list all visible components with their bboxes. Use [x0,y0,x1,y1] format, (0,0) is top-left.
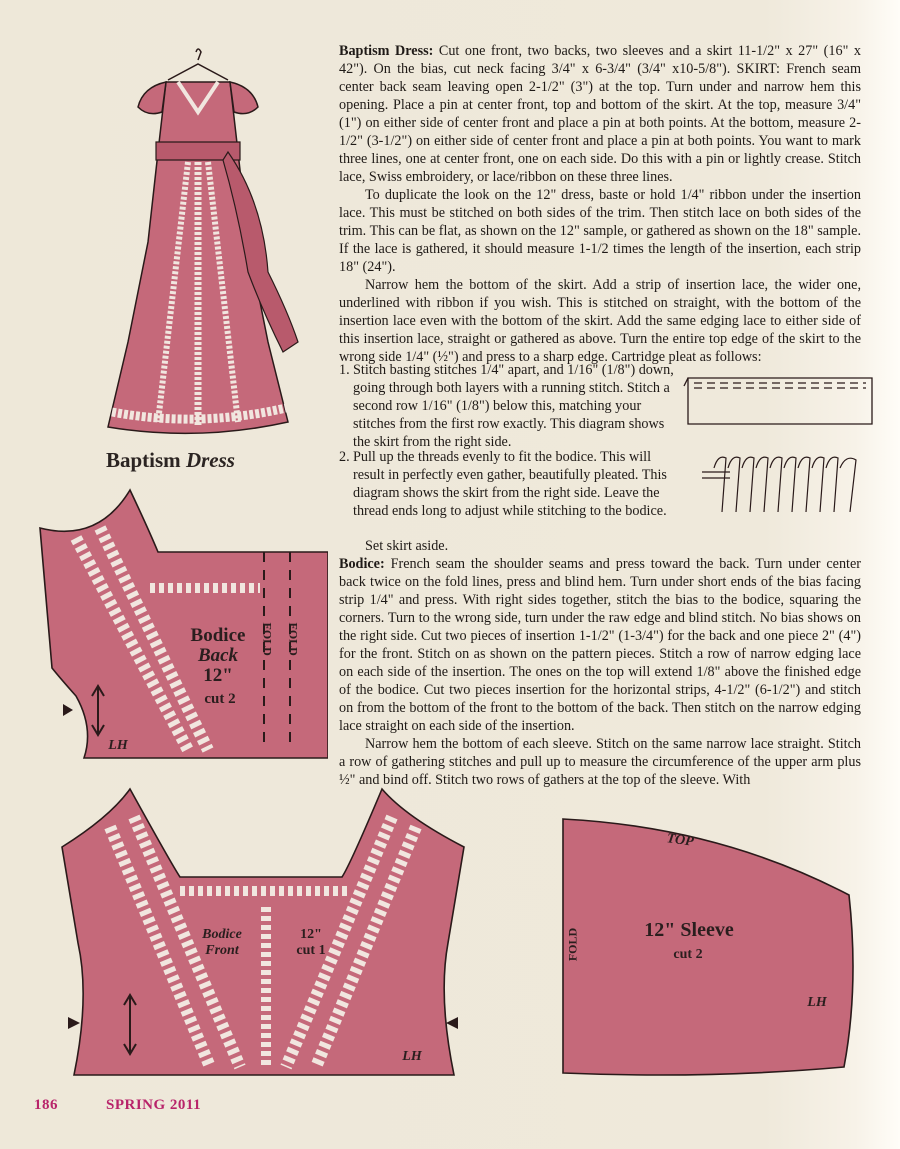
bodice-back-title-1: Bodice [190,625,246,646]
page-number: 186 [34,1097,58,1113]
bodice-front-pattern [60,787,470,1082]
bodice-back-fold-2: FOLD [286,622,301,656]
baptism-dress-illustration [88,42,313,442]
step-1 [339,361,679,451]
bodice-back-title-2: Back [197,645,239,666]
step-2-number: 2. [339,449,350,465]
bodice-front-size-cut [286,927,336,959]
bodice-front-initials: LH [402,1049,422,1064]
issue-label: SPRING 2011 [106,1097,202,1113]
dress-caption [106,448,235,473]
sleeve-title: 12" Sleeve [644,919,734,941]
skirt-instructions [339,42,861,366]
bodice-back-size: 12" [203,665,233,686]
step-2-text: Pull up the threads evenly to fit the bodice. This will result in perfectly even gather, beautifully pleated. This diagram shows the skirt from the right side. Leave the thread ends long to adjust while stitching to the bodice. [353,449,667,519]
bodice-back-fold-1: FOLD [260,622,275,656]
cartridge-pleat-diagram [700,448,860,512]
sleeve-cut: cut 2 [673,947,703,962]
page-footer [34,1097,249,1114]
sleeve-pattern [559,817,864,1083]
para-sleeve: Narrow hem the bottom of each sleeve. Stitch on the same narrow lace straight. Stitch a row of gathering stitches and pull up to measure the circumference of the upper arm plus ½" and bind off. Stitch two rows of gathers at the top of the sleeve. With [339,736,861,788]
bodice-back-initials: LH [108,738,128,753]
set-skirt-aside: Set skirt aside. [365,538,449,554]
bodice-instructions [339,555,861,789]
bodice-front-cut: cut 1 [296,943,326,958]
heading-baptism-dress: Baptism Dress: [339,43,434,59]
para-hem: Narrow hem the bottom of the skirt. Add a strip of insertion lace, the wider one, underlined with ribbon if you wish. This is stitched on straight, with the bottom of the insertion lace even with the bottom of the skirt. Add the same edging lace to either side of this insertion lace, straight or gathered as above. Turn the entire top edge of the skirt to the wrong side 1/4" (½") and press to a sharp edge. Cartridge pleat as follows: [339,277,861,365]
step-2 [339,448,679,520]
para-skirt [339,42,861,186]
step-1-number: 1. [339,362,350,378]
para-bodice [339,555,861,735]
caption-word-dress: Dress [185,448,235,472]
bodice-front-title [192,927,252,959]
bodice-back-title [178,626,258,686]
bodice-back-cut: cut 2 [204,691,236,707]
para-bodice-text: French seam the shoulder seams and press toward the back. Turn under center back twice on the fold lines, press and blind hem. Turn under short ends of the bias facing strip 1/4" and press. With right sides together, stitch the bias to the bodice, squaring the corners. Turn to the wrong side, turn under the raw edge and blind stitch. No bias shows on the right side. Cut two pieces of insertion 1-1/2" (1-3/4") for the back and one piece 2" (4") for the front. Stitch on as shown on the pattern pieces. Stitch a row of narrow edging lace on each side of the insertion. The ones on the top will extend 1/8" above the finished edge of the bodice. Cut two pieces insertion for the horizontal strips, 4-1/2" (6-1/2") and stitch on from the bottom of the front to the bottom of the back. Then stitch on the narrow edging lace straight on each side of the insertion. [339,556,861,734]
para-skirt-text: Cut one front, two backs, two sleeves and a skirt 11-1/2" x 27" (16" x 42"). On the bias, cut neck facing 3/4" x 6-3/4" (3/4" x10-5/8"). SKIRT: French seam center back seam leaving open 2-1/2" (3") at the top. Turn under and narrow hem this opening. Place a pin at center front, top and bottom of the skirt. At the top, measure 3/4" (1") on either side of center front and place a pin at both points. At the bottom, measure 2-1/2" (3-1/2") on either side of center front and place a pin at both points. You want to mark three lines, one at center front, one on each side. Do this with a pin or lightly crease. Stitch lace, Swiss embroidery, or lace/ribbon on these three lines. [339,43,861,185]
sleeve-initials: LH [807,995,827,1010]
basting-stitch-diagram [680,376,875,428]
bodice-front-title-1: Bodice [202,927,242,942]
bodice-front-size: 12" [300,927,322,942]
para-duplicate: To duplicate the look on the 12" dress, baste or hold 1/4" ribbon under the insertion lace. This must be stitched on both sides of the trim. Then stitch lace on both sides of the trim. This can be flat, as shown on the 12" sample, or gathered as shown on the 18" sample. If the lace is gathered, it should measure 1-1/2 times the length of the insertion, each strip 18" (24"). [339,187,861,275]
bodice-front-title-2: Front [205,943,239,958]
heading-bodice: Bodice: [339,556,385,572]
sleeve-fold-label: FOLD [565,927,580,962]
caption-word-baptism: Baptism [106,448,181,472]
step-1-text: Stitch basting stitches 1/4" apart, and 1/16" (1/8") down, going through both layers with a running stitch. Stitch a second row 1/16" (1/8") below this, matching your stitches from the first row exactly. This diagram shows the skirt from the right side. [353,362,674,450]
bodice-back-pattern [38,488,328,770]
sleeve-top-label: TOP [665,831,695,850]
